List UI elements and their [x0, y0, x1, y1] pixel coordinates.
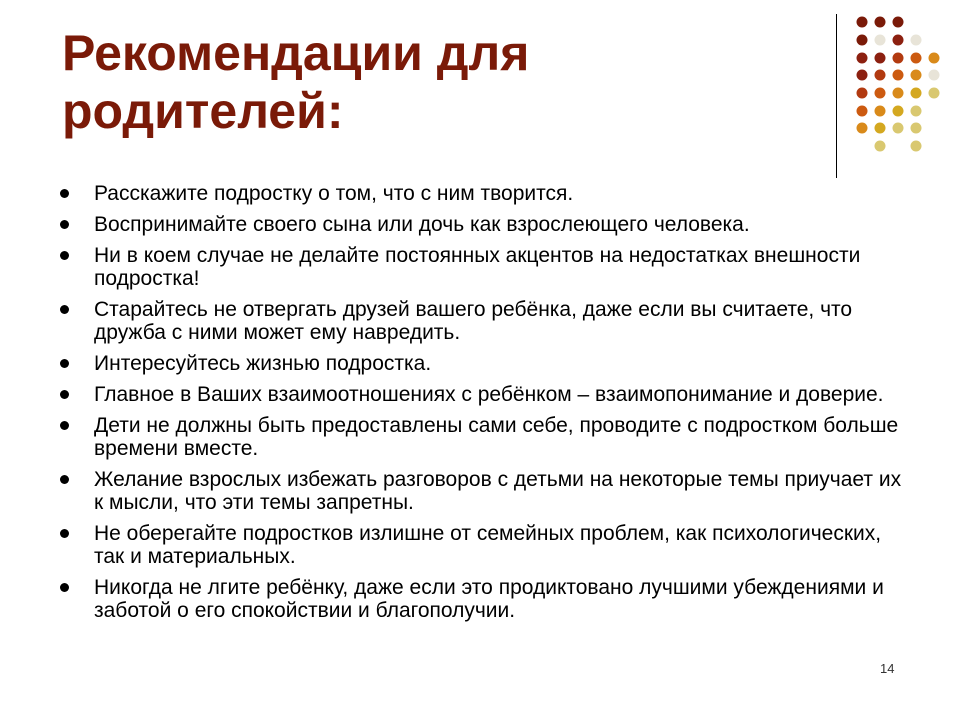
decorative-dot	[911, 35, 922, 46]
list-item	[58, 414, 908, 460]
list-item-text: Ни в коем случае не делайте постоянных акцентов на недостатках внешности подростка!	[94, 244, 861, 290]
bullet-dot-icon	[60, 529, 69, 538]
decorative-dot	[911, 70, 922, 81]
decorative-dot	[875, 53, 886, 64]
decorative-dot	[875, 88, 886, 99]
decorative-dot	[857, 123, 868, 134]
decorative-dot	[911, 141, 922, 152]
decorative-dot	[875, 106, 886, 117]
decorative-dot	[893, 70, 904, 81]
decorative-dot	[857, 106, 868, 117]
list-item-text: Расскажите подростку о том, что с ним творится.	[94, 182, 574, 205]
bullet-dot-icon	[60, 251, 69, 260]
list-item-text: Никогда не лгите ребёнку, даже если это продиктовано лучшими убеждениями и заботой о его спокойствии и благополучии.	[94, 576, 884, 622]
bullet-dot-icon	[60, 421, 69, 430]
slide-title: Рекомендации для родителей:	[62, 25, 530, 139]
list-item-text: Дети не должны быть предоставлены сами себе, проводите с подростком больше времени вместе.	[94, 414, 899, 460]
decorative-dot	[893, 17, 904, 28]
list-item-text: Старайтесь не отвергать друзей вашего ребёнка, даже если вы считаете, что дружба с ними может ему навредить.	[94, 298, 853, 344]
decorative-dot	[911, 88, 922, 99]
list-item-text: Интересуйтесь жизнью подростка.	[94, 352, 432, 375]
decorative-dot	[893, 35, 904, 46]
list-item	[58, 213, 908, 236]
list-item	[58, 352, 908, 375]
decorative-divider-line	[836, 14, 837, 178]
bullet-dot-icon	[60, 305, 69, 314]
decorative-dot	[911, 53, 922, 64]
decorative-dot	[893, 123, 904, 134]
decorative-dot	[857, 17, 868, 28]
list-item-text: Главное в Ваших взаимоотношениях с ребёнком – взаимопонимание и доверие.	[94, 383, 884, 406]
list-item-text: Желание взрослых избежать разговоров с детьми на некоторые темы приучает их к мысли, что эти темы запретны.	[94, 468, 902, 514]
list-item	[58, 383, 908, 406]
list-item-text: Не оберегайте подростков излишне от семейных проблем, как психологических, так и материальных.	[94, 522, 882, 568]
bullet-dot-icon	[60, 189, 69, 198]
decorative-dot	[875, 70, 886, 81]
list-item-text: Воспринимайте своего сына или дочь как взрослеющего человека.	[94, 213, 750, 236]
decorative-dot	[875, 123, 886, 134]
list-item	[58, 576, 908, 622]
decorative-dot	[857, 53, 868, 64]
decorative-dot	[893, 106, 904, 117]
recommendation-list	[58, 182, 908, 630]
page-number: 14	[880, 661, 895, 676]
bullet-dot-icon	[60, 359, 69, 368]
decorative-dot	[911, 123, 922, 134]
bullet-dot-icon	[60, 475, 69, 484]
list-item	[58, 244, 908, 290]
decorative-dot	[929, 53, 940, 64]
decorative-dot	[929, 88, 940, 99]
list-item	[58, 298, 908, 344]
list-item	[58, 182, 908, 205]
list-item	[58, 522, 908, 568]
decorative-dot	[857, 35, 868, 46]
decorative-dot	[875, 17, 886, 28]
decorative-dot	[893, 53, 904, 64]
decorative-dot	[857, 70, 868, 81]
bullet-dot-icon	[60, 583, 69, 592]
bullet-dot-icon	[60, 220, 69, 229]
list-item	[58, 468, 908, 514]
decorative-dot	[911, 106, 922, 117]
decorative-dot	[875, 35, 886, 46]
decorative-dot	[857, 88, 868, 99]
decorative-dot	[875, 141, 886, 152]
bullet-dot-icon	[60, 390, 69, 399]
decorative-dot	[893, 88, 904, 99]
decorative-dot	[929, 70, 940, 81]
